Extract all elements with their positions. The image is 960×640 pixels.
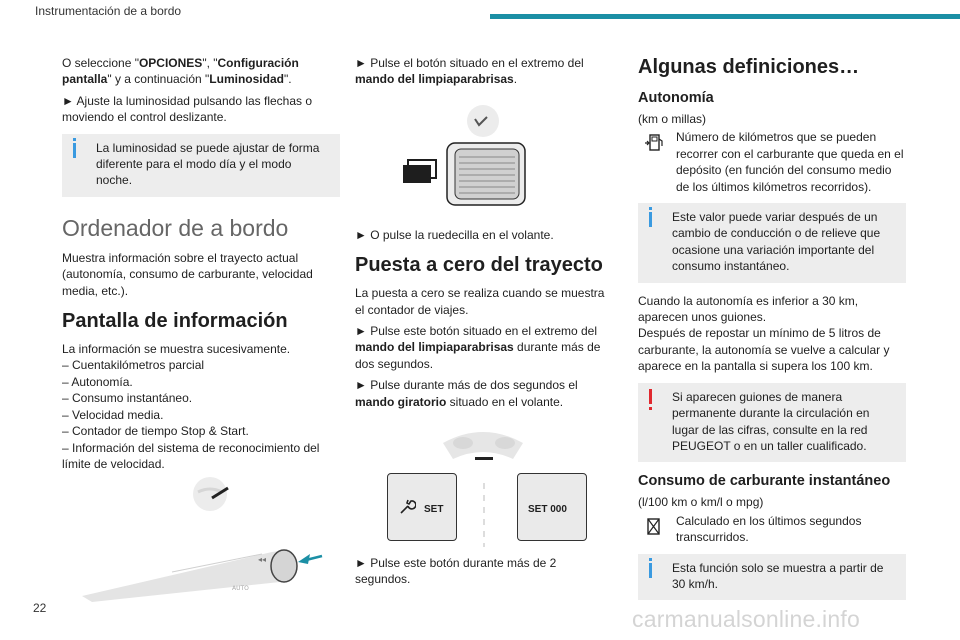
watermark: carmanualsonline.info [632, 606, 860, 632]
reset-step-1: ► Pulse este botón situado en el extremo del mando del limpiaparabrisas durante más de dos segundos. [355, 324, 601, 371]
running-header: Instrumentación de a bordo [35, 4, 182, 18]
fuel-pump-icon [644, 131, 666, 153]
section-intro: Muestra información sobre el trayecto actual (autonomía, consumo de carburante, velocidad media, etc.). [62, 250, 313, 298]
list-item: – Consumo instantáneo. [62, 391, 193, 406]
info-icon [649, 563, 652, 578]
svg-text:AUTO: AUTO [232, 585, 249, 593]
fuel-consumption-icon [644, 515, 664, 537]
display-title: Pantalla de información [62, 310, 288, 333]
display-list [62, 357, 340, 472]
page-number: 22 [33, 601, 47, 615]
list-item: – Cuentakilómetros parcial [62, 358, 205, 373]
range-units: (km o millas) [638, 112, 706, 126]
brightness-instruction: ► Ajuste la luminosidad pulsando las flechas o moviendo el control deslizante. [62, 93, 313, 125]
range-title: Autonomía [638, 90, 714, 106]
wrench-icon [398, 498, 416, 516]
consumption-title: Consumo de carburante instantáneo [638, 473, 891, 490]
display-intro: La información se muestra sucesivamente. [62, 342, 291, 357]
consumption-units: (l/100 km o km/l o mpg) [638, 495, 764, 510]
section-title: Ordenador de a bordo [62, 214, 289, 241]
list-item: – Autonomía. [62, 374, 133, 389]
info-note-range: Este valor puede variar después de un cambio de conducción o de relieve que ocasione una variación importante del consumo instantáneo. [638, 203, 906, 283]
column-2 [355, 55, 610, 593]
info-note-brightness: La luminosidad se puede ajustar de forma diferente para el modo día y el modo noche. [62, 134, 340, 197]
list-item: – Información del sistema de reconocimiento del límite de velocidad. [62, 440, 320, 471]
warning-note-range: Si aparecen guiones de manera permanente durante la circulación en lugar de las cifras, consulte en la red PEUGEOT o en un taller cualificado. [638, 383, 906, 463]
svg-text:◂◂: ◂◂ [258, 555, 267, 565]
list-item: – Velocidad media. [62, 407, 164, 422]
consumption-definition: Calculado en los últimos segundos transcurridos. [638, 513, 906, 546]
range-dashes-text: Cuando la autonomía es inferior a 30 km, aparecen unos guiones. [638, 293, 859, 325]
column-1 [62, 55, 340, 602]
reset-step-3: ► Pulse este botón durante más de 2 segundos. [355, 556, 557, 587]
info-icon [649, 212, 652, 227]
info-note-consumption: Esta función solo se muestra a partir de 30 km/h. [638, 554, 906, 601]
set-000-button[interactable]: SET 000 [517, 473, 587, 541]
range-refuel-text: Después de repostar un mínimo de 5 litros de carburante, la autonomía se vuelve a calcular y aparece en la pantalla si supera los 100 km. [638, 326, 890, 374]
wiper-stalk-illustration [62, 472, 340, 602]
thumbwheel-illustration [355, 93, 610, 227]
wiper-button-instruction: ► Pulse el botón situado en el extremo del mando del limpiaparabrisas. [355, 56, 584, 87]
reset-title: Puesta a cero del trayecto [355, 254, 603, 277]
reset-step-2: ► Pulse durante más de dos segundos el mando giratorio situado en el volante. [355, 378, 578, 409]
header-accent-bar [490, 14, 960, 19]
definitions-title: Algunas definiciones… [638, 56, 860, 78]
thumbwheel-instruction: ► O pulse la ruedecilla en el volante. [355, 227, 554, 242]
intro-paragraph: O seleccione "OPCIONES", "Configuración pantalla" y a continuación "Luminosidad". [62, 56, 299, 87]
steering-control-illustration [355, 415, 610, 555]
set-button[interactable]: SET [387, 473, 457, 541]
list-item: – Contador de tiempo Stop & Start. [62, 424, 249, 439]
range-definition: Número de kilómetros que se pueden recorrer con el carburante que queda en el depósito (en función del consumo medio de los últimos kilómetros recorridos). [638, 129, 906, 195]
reset-intro: La puesta a cero se realiza cuando se muestra el contador de viajes. [355, 286, 605, 317]
column-3 [638, 55, 906, 610]
info-icon [73, 143, 76, 158]
warning-icon [649, 389, 652, 404]
